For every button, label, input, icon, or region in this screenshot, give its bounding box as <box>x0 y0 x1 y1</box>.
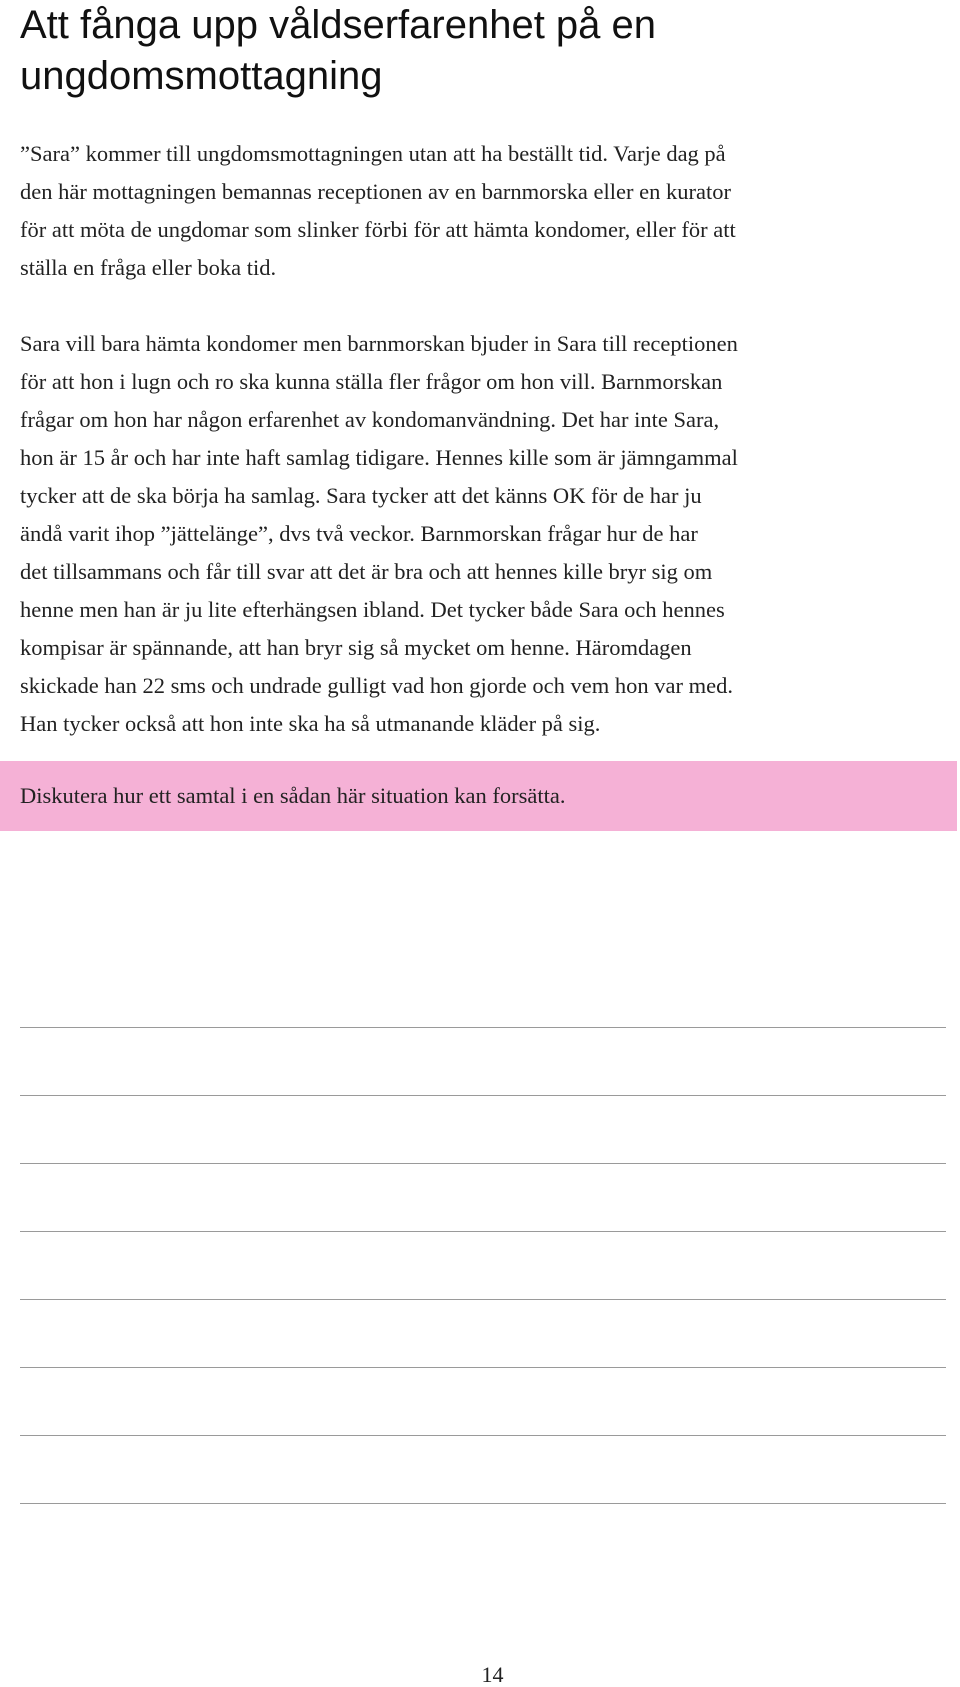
answer-rule-line <box>20 1435 946 1436</box>
answer-rule-line <box>20 1027 946 1028</box>
discussion-prompt: Diskutera hur ett samtal i en sådan här situation kan forsätta. <box>20 783 566 808</box>
paragraph-line: frågar om hon har någon erfarenhet av kondomanvändning. Det har inte Sara, <box>20 407 720 432</box>
paragraph-line: ändå varit ihop ”jättelänge”, dvs två veckor. Barnmorskan frågar hur de har <box>20 521 698 546</box>
paragraph-line: den här mottagningen bemannas receptionen av en barnmorska eller en kurator <box>20 179 731 204</box>
answer-rule-line <box>20 1163 946 1164</box>
paragraph-line: henne men han är ju lite efterhängsen ibland. Det tycker både Sara och hennes <box>20 597 725 622</box>
paragraph-line: ställa en fråga eller boka tid. <box>20 255 277 280</box>
paragraph-line: skickade han 22 sms och undrade gulligt vad hon gjorde och vem hon var med. <box>20 673 733 698</box>
paragraph-line: för att hon i lugn och ro ska kunna ställa fler frågor om hon vill. Barnmorskan <box>20 369 723 394</box>
paragraph-line: det tillsammans och får till svar att det är bra och att hennes kille bryr sig om <box>20 559 713 584</box>
discussion-prompt-box <box>0 761 957 831</box>
paragraph-line: ”Sara” kommer till ungdomsmottagningen utan att ha beställt tid. Varje dag på <box>20 141 726 166</box>
answer-rule-line <box>20 1503 946 1504</box>
paragraph-line: Han tycker också att hon inte ska ha så utmanande kläder på sig. <box>20 711 601 736</box>
paragraph-line: Sara vill bara hämta kondomer men barnmorskan bjuder in Sara till receptionen <box>20 331 738 356</box>
case-story-paragraph <box>20 325 940 743</box>
answer-lines <box>20 1027 946 1571</box>
page-number: 14 <box>481 1662 504 1687</box>
answer-rule-line <box>20 1095 946 1096</box>
paragraph-line: hon är 15 år och har inte haft samlag tidigare. Hennes kille som är jämngammal <box>20 445 738 470</box>
page-title: Att fånga upp våldserfarenhet på en ungdomsmottagning <box>20 3 657 98</box>
case-intro-paragraph <box>20 135 940 287</box>
paragraph-line: kompisar är spännande, att han bryr sig så mycket om henne. Häromdagen <box>20 635 692 660</box>
answer-rule-line <box>20 1299 946 1300</box>
answer-rule-line <box>20 1231 946 1232</box>
answer-rule-line <box>20 1367 946 1368</box>
paragraph-line: tycker att de ska börja ha samlag. Sara tycker att det känns OK för de har ju <box>20 483 702 508</box>
paragraph-line: för att möta de ungdomar som slinker förbi för att hämta kondomer, eller för att <box>20 217 736 242</box>
